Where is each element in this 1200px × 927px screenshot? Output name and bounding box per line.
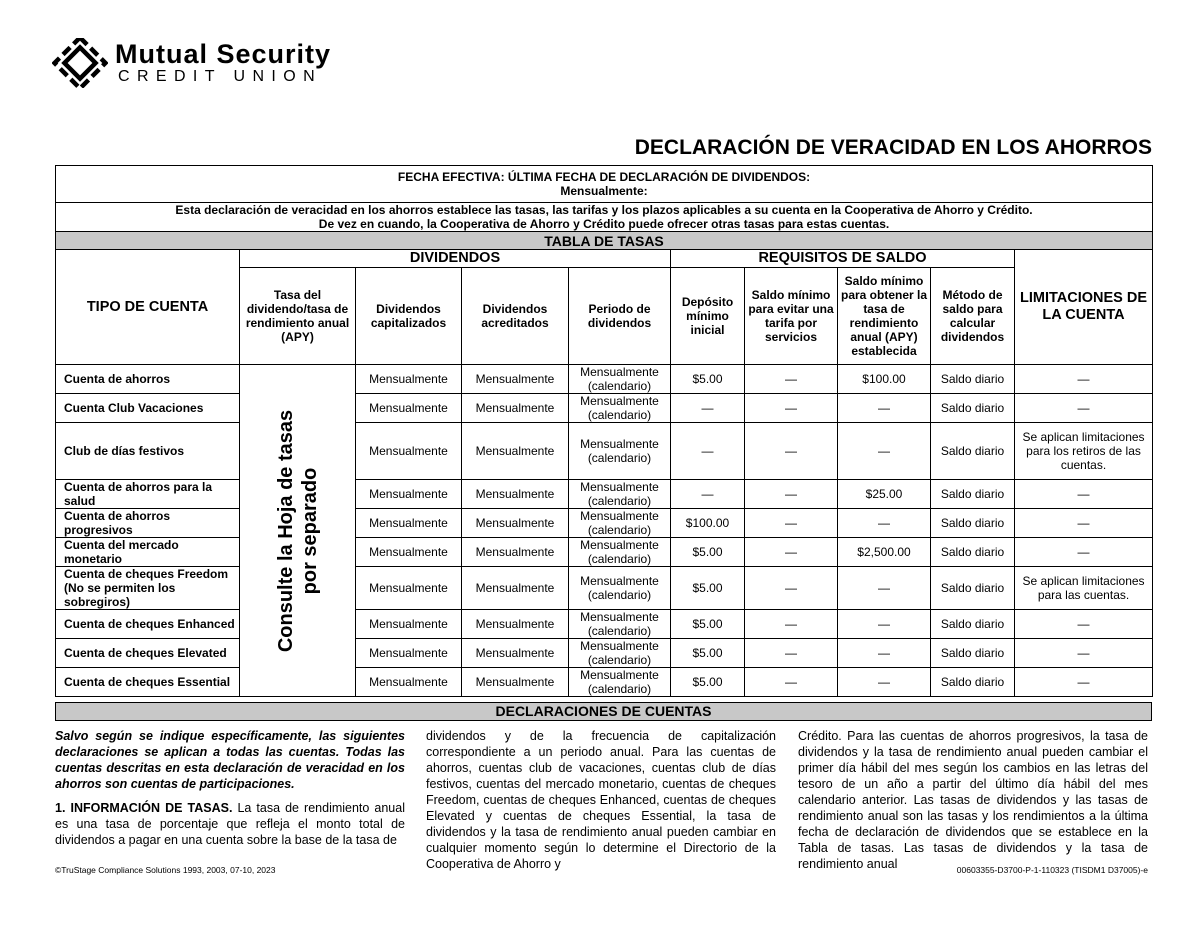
cell-min-fee: — xyxy=(745,567,838,610)
cell-credited: Mensualmente xyxy=(462,668,569,697)
cell-method: Saldo diario xyxy=(931,639,1015,668)
cell-method: Saldo diario xyxy=(931,567,1015,610)
effective-date-line1: FECHA EFECTIVA: ÚLTIMA FECHA DE DECLARACIÓN DE DIVIDENDOS: xyxy=(397,170,811,184)
header-min-open: Depósito mínimo inicial xyxy=(671,268,745,365)
cell-limits: — xyxy=(1015,394,1153,423)
cell-compounded: Mensualmente xyxy=(356,610,462,639)
cell-account: Cuenta de cheques Freedom (No se permiten los sobregiros) xyxy=(56,567,240,610)
cell-min-fee: — xyxy=(745,394,838,423)
intro-cell xyxy=(56,203,1153,232)
cell-min-apy: — xyxy=(838,423,931,480)
cell-min-apy: — xyxy=(838,639,931,668)
cell-method: Saldo diario xyxy=(931,610,1015,639)
section-1-paragraph xyxy=(55,800,405,848)
cell-credited: Mensualmente xyxy=(462,365,569,394)
rate-note-cell xyxy=(240,365,356,697)
section-1-heading: 1. INFORMACIÓN DE TASAS. xyxy=(55,801,233,815)
cell-account: Cuenta de cheques Elevated xyxy=(56,639,240,668)
cell-compounded: Mensualmente xyxy=(356,639,462,668)
cell-period: Mensualmente (calendario) xyxy=(569,538,671,567)
cell-method: Saldo diario xyxy=(931,480,1015,509)
header-rate: Tasa del dividendo/tasa de rendimiento anual (APY) xyxy=(240,268,356,365)
declarations-column-3 xyxy=(798,728,1148,880)
cell-credited: Mensualmente xyxy=(462,610,569,639)
cell-min-open: $5.00 xyxy=(671,365,745,394)
credit-union-logo xyxy=(52,38,342,88)
rates-table xyxy=(55,165,1153,697)
cell-credited: Mensualmente xyxy=(462,509,569,538)
table-row xyxy=(56,668,1153,697)
table-row xyxy=(56,480,1153,509)
header-group-dividends: DIVIDENDOS xyxy=(240,250,671,268)
cell-limits: — xyxy=(1015,480,1153,509)
intro-line2: De vez en cuando, la Cooperativa de Ahorro y Crédito puede ofrecer otras tasas para estas cuentas. xyxy=(318,217,890,231)
cell-period: Mensualmente (calendario) xyxy=(569,668,671,697)
header-credited: Dividendos acreditados xyxy=(462,268,569,365)
cell-credited: Mensualmente xyxy=(462,394,569,423)
cell-period: Mensualmente (calendario) xyxy=(569,365,671,394)
cell-period: Mensualmente (calendario) xyxy=(569,567,671,610)
cell-min-fee: — xyxy=(745,639,838,668)
cell-min-open: $5.00 xyxy=(671,538,745,567)
cell-account: Cuenta de cheques Enhanced xyxy=(56,610,240,639)
cell-period: Mensualmente (calendario) xyxy=(569,394,671,423)
column-3-text: Crédito. Para las cuentas de ahorros progresivos, la tasa de dividendos y la tasa de rendimiento anual pueden cambiar el primer día hábil del mes según los cambios en las letras del tesoro de un año a partir del último día hábil del mes calendario anterior. Las tasas de dividendos y las tasas de rendimiento anual son las tasas y los rendimientos a la última fecha de declaración de dividendos que se establece en la Tabla de tasas. Las tasas de dividendos y la tasa de rendimiento anual xyxy=(798,729,1148,871)
cell-limits: — xyxy=(1015,668,1153,697)
declarations-column-1 xyxy=(55,728,405,856)
effective-date-line2: Mensualmente: xyxy=(560,184,648,198)
table-row xyxy=(56,538,1153,567)
cell-limits: Se aplican limitaciones para los retiros de las cuentas. xyxy=(1015,423,1153,480)
cell-compounded: Mensualmente xyxy=(356,538,462,567)
cell-limits: — xyxy=(1015,639,1153,668)
cell-method: Saldo diario xyxy=(931,509,1015,538)
cell-compounded: Mensualmente xyxy=(356,365,462,394)
cell-limits: Se aplican limitaciones para las cuentas. xyxy=(1015,567,1153,610)
table-row xyxy=(56,365,1153,394)
table-row xyxy=(56,423,1153,480)
cell-min-apy: — xyxy=(838,668,931,697)
cell-credited: Mensualmente xyxy=(462,639,569,668)
intro-line1: Esta declaración de veracidad en los ahorros establece las tasas, las tarifas y los plazos aplicables a su cuenta en la Cooperativa de Ahorro y Crédito. xyxy=(175,203,1033,217)
table-row xyxy=(56,394,1153,423)
cell-min-open: — xyxy=(671,394,745,423)
cell-min-apy: — xyxy=(838,394,931,423)
header-limits: LIMITACIONES DE LA CUENTA xyxy=(1015,250,1153,365)
cell-account: Club de días festivos xyxy=(56,423,240,480)
cell-min-apy: $2,500.00 xyxy=(838,538,931,567)
cell-method: Saldo diario xyxy=(931,365,1015,394)
cell-min-open: $5.00 xyxy=(671,610,745,639)
diamond-lattice-logo-icon xyxy=(52,38,108,88)
cell-min-open: $5.00 xyxy=(671,567,745,610)
cell-period: Mensualmente (calendario) xyxy=(569,610,671,639)
header-min-apy: Saldo mínimo para obtener la tasa de rendimiento anual (APY) establecida xyxy=(838,268,931,365)
cell-min-open: $5.00 xyxy=(671,639,745,668)
rate-note: Consulte la Hoja de tasas por separado xyxy=(274,409,321,652)
cell-account: Cuenta de cheques Essential xyxy=(56,668,240,697)
header-group-balance: REQUISITOS DE SALDO xyxy=(671,250,1015,268)
declarations-intro: Salvo según se indique específicamente, las siguientes declaraciones se aplican a todas las cuentas. Todas las cuentas descritas en esta declaración de veracidad en los ahorros son cuentas de participaciones. xyxy=(55,729,405,791)
header-account-type: TIPO DE CUENTA xyxy=(56,250,240,365)
cell-limits: — xyxy=(1015,365,1153,394)
cell-min-fee: — xyxy=(745,509,838,538)
column-2-text: dividendos y de la frecuencia de capitalización correspondiente a un periodo anual. Para las cuentas de ahorros, cuentas club de vacaciones, cuentas club de días festivos, cuentas del mercado monetario, cuentas de cheques Freedom, cuentas de cheques Enhanced, cuentas de cheques Elevated y cuentas de cheques Essential, la tasa de dividendos y la tasa de rendimiento anual pueden cambiar en cualquier momento según lo determine el Directorio de la Cooperativa de Ahorro y xyxy=(426,729,776,871)
cell-period: Mensualmente (calendario) xyxy=(569,480,671,509)
cell-account: Cuenta de ahorros para la salud xyxy=(56,480,240,509)
section-1-text: La tasa de rendimiento anual es una tasa de porcentaje que refleja el monto total de dividendos a pagar en una cuenta sobre la base de la tasa de xyxy=(55,801,405,847)
cell-method: Saldo diario xyxy=(931,538,1015,567)
cell-min-apy: $25.00 xyxy=(838,480,931,509)
cell-account: Cuenta de ahorros progresivos xyxy=(56,509,240,538)
header-method: Método de saldo para calcular dividendos xyxy=(931,268,1015,365)
cell-min-fee: — xyxy=(745,668,838,697)
cell-min-fee: — xyxy=(745,538,838,567)
rate-table-title: TABLA DE TASAS xyxy=(56,232,1153,250)
declarations-title: DECLARACIONES DE CUENTAS xyxy=(55,702,1152,721)
form-code-footer: 00603355-D3700-P-1-110323 (TISDM1 D37005)-e xyxy=(956,865,1148,875)
cell-limits: — xyxy=(1015,610,1153,639)
header-period: Periodo de dividendos xyxy=(569,268,671,365)
cell-credited: Mensualmente xyxy=(462,480,569,509)
table-row xyxy=(56,567,1153,610)
rate-rows xyxy=(56,365,1153,697)
cell-method: Saldo diario xyxy=(931,423,1015,480)
cell-compounded: Mensualmente xyxy=(356,509,462,538)
declarations-column-2 xyxy=(426,728,776,880)
cell-credited: Mensualmente xyxy=(462,423,569,480)
cell-period: Mensualmente (calendario) xyxy=(569,423,671,480)
table-row xyxy=(56,509,1153,538)
cell-min-apy: $100.00 xyxy=(838,365,931,394)
cell-period: Mensualmente (calendario) xyxy=(569,639,671,668)
cell-limits: — xyxy=(1015,538,1153,567)
cell-compounded: Mensualmente xyxy=(356,423,462,480)
cell-account: Cuenta de ahorros xyxy=(56,365,240,394)
copyright-footer: ©TruStage Compliance Solutions 1993, 2003, 07-10, 2023 xyxy=(55,865,276,875)
document-title: DECLARACIÓN DE VERACIDAD EN LOS AHORROS xyxy=(634,136,1152,159)
cell-min-apy: — xyxy=(838,610,931,639)
cell-min-fee: — xyxy=(745,480,838,509)
cell-min-apy: — xyxy=(838,567,931,610)
header-min-fee: Saldo mínimo para evitar una tarifa por servicios xyxy=(745,268,838,365)
table-row xyxy=(56,610,1153,639)
cell-period: Mensualmente (calendario) xyxy=(569,509,671,538)
cell-account: Cuenta del mercado monetario xyxy=(56,538,240,567)
cell-credited: Mensualmente xyxy=(462,567,569,610)
logo-name-line1: Mutual Security xyxy=(115,39,332,69)
cell-compounded: Mensualmente xyxy=(356,480,462,509)
table-row xyxy=(56,639,1153,668)
cell-limits: — xyxy=(1015,509,1153,538)
cell-min-fee: — xyxy=(745,365,838,394)
cell-compounded: Mensualmente xyxy=(356,668,462,697)
cell-min-open: — xyxy=(671,423,745,480)
cell-credited: Mensualmente xyxy=(462,538,569,567)
effective-date-cell xyxy=(56,166,1153,203)
logo-name-line2: CREDIT UNION xyxy=(118,68,323,85)
header-compounded: Dividendos capitalizados xyxy=(356,268,462,365)
cell-compounded: Mensualmente xyxy=(356,567,462,610)
cell-min-open: $100.00 xyxy=(671,509,745,538)
cell-method: Saldo diario xyxy=(931,668,1015,697)
cell-min-fee: — xyxy=(745,423,838,480)
cell-compounded: Mensualmente xyxy=(356,394,462,423)
cell-account: Cuenta Club Vacaciones xyxy=(56,394,240,423)
cell-min-open: $5.00 xyxy=(671,668,745,697)
cell-min-open: — xyxy=(671,480,745,509)
cell-method: Saldo diario xyxy=(931,394,1015,423)
cell-min-apy: — xyxy=(838,509,931,538)
cell-min-fee: — xyxy=(745,610,838,639)
